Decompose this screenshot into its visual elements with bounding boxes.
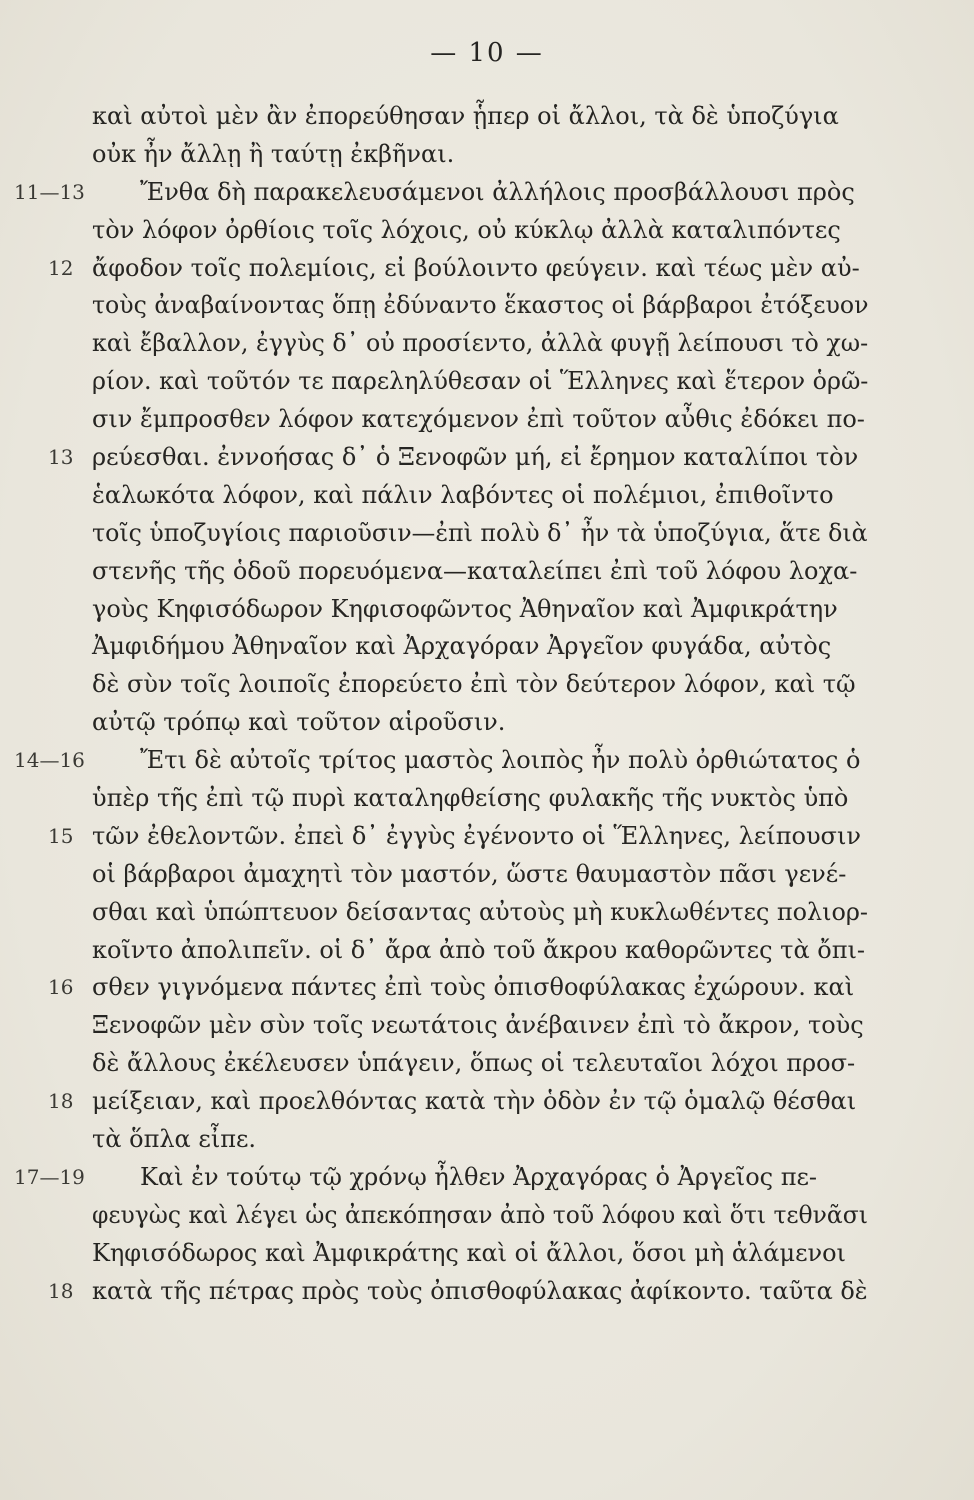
line-text: Ἔνθα δὴ παρακελευσάμενοι ἀλλήλοις προσβάλλουσι πρὸς [140,177,855,206]
section-marker: 12 [48,255,74,280]
text-line [0,894,974,932]
text-line [0,1159,974,1197]
line-text: κατὰ τῆς πέτρας πρὸς τοὺς ὀπισθοφύλακας ἀφίκοντο. ταῦτα δὲ [92,1276,868,1305]
text-line [0,250,974,288]
text-line [0,477,974,515]
line-text: τοῖς ὑποζυγίοις παριοῦσιν—ἐπὶ πολὺ δ᾽ ἦν τὰ ὑποζύγια, ἅτε διὰ [92,518,868,547]
line-text: τὸν λόφον ὀρθίοις τοῖς λόχοις, οὐ κύκλῳ ἀλλὰ καταλιπόντες [92,215,841,244]
text-line [0,1007,974,1045]
line-text: ὑπὲρ τῆς ἐπὶ τῷ πυρὶ καταληφθείσης φυλακῆς τῆς νυκτὸς ὑπὸ [92,784,849,813]
text-line [0,591,974,629]
line-text: κοῖντο ἀπολιπεῖν. οἱ δ᾽ ἄρα ἀπὸ τοῦ ἄκρου καθορῶντες τὰ ὄπι- [92,935,866,964]
text-line [0,515,974,553]
section-marker: 16 [48,975,74,1000]
text-line [0,856,974,894]
text-line [0,98,974,136]
line-text: ἑαλωκότα λόφον, καὶ πάλιν λαβόντες οἱ πολέμιοι, ἐπιθοῖντο [92,480,834,509]
page-number: — 10 — [430,38,544,68]
text-line [0,1235,974,1273]
line-text: στενῆς τῆς ὁδοῦ πορευόμενα—καταλείπει ἐπὶ τοῦ λόφου λοχα- [92,556,858,585]
line-text: οὐκ ἦν ἄλλῃ ἢ ταύτῃ ἐκβῆναι. [92,139,455,168]
line-text: καὶ αὐτοὶ μὲν ἂν ἐπορεύθησαν ᾗπερ οἱ ἄλλοι, τὰ δὲ ὑποζύγια [92,102,839,130]
line-text: γοὺς Κηφισόδωρον Κηφισοφῶντος Ἀθηναῖον καὶ Ἀμφικράτην [92,594,838,623]
text-line [0,287,974,325]
text-line [0,401,974,439]
section-marker: 17—19 [14,1164,85,1189]
section-marker: 15 [48,823,74,848]
line-text: οἱ βάρβαροι ἀμαχητὶ τὸν μαστόν, ὥστε θαυμαστὸν πᾶσι γενέ- [92,859,847,888]
line-text: ἄφοδον τοῖς πολεμίοις, εἰ βούλοιντο φεύγειν. καὶ τέως μὲν αὐ- [92,253,860,282]
section-marker: 18 [48,1089,74,1114]
line-text: τὰ ὅπλα εἶπε. [92,1125,257,1154]
section-marker: 18 [48,1278,74,1303]
text-line [0,325,974,363]
text-line [0,628,974,666]
line-text: φευγὼς καὶ λέγει ὡς ἀπεκόπησαν ἀπὸ τοῦ λόφου καὶ ὅτι τεθνᾶσι [92,1200,868,1229]
line-text: Καὶ ἐν τούτῳ τῷ χρόνῳ ἦλθεν Ἀρχαγόρας ὁ Ἀργεῖος πε- [140,1162,818,1191]
text-line [0,780,974,818]
line-text: καὶ ἔβαλλον, ἐγγὺς δ᾽ οὐ προσίεντο, ἀλλὰ φυγῇ λείπουσι τὸ χω- [92,329,869,358]
text-line [0,704,974,742]
text-line [0,553,974,591]
text-line [0,742,974,780]
text-line [0,1121,974,1159]
text-line [0,1083,974,1121]
text-line [0,1273,974,1311]
text-line [0,439,974,477]
text-line [0,969,974,1007]
line-text: δὲ ἄλλους ἐκέλευσεν ὑπάγειν, ὅπως οἱ τελευταῖοι λόχοι προσ- [92,1049,856,1078]
line-text: τοὺς ἀναβαίνοντας ὅπῃ ἐδύναντο ἕκαστος οἱ βάρβαροι ἐτόξευον [92,291,869,320]
line-text: Ξενοφῶν μὲν σὺν τοῖς νεωτάτοις ἀνέβαινεν ἐπὶ τὸ ἄκρον, τοὺς [92,1011,864,1040]
text-line [0,1197,974,1235]
line-text: Κηφισόδωρος καὶ Ἀμφικράτης καὶ οἱ ἄλλοι, ὅσοι μὴ ἁλάμενοι [92,1238,846,1267]
line-text: ρεύεσθαι. ἐννοήσας δ᾽ ὁ Ξενοφῶν μή, εἰ ἔρημον καταλίποι τὸν [92,443,859,472]
line-text: σθεν γιγνόμενα πάντες ἐπὶ τοὺς ὀπισθοφύλακας ἐχώρουν. καὶ [92,973,855,1002]
line-text: μείξειαν, καὶ προελθόντας κατὰ τὴν ὁδὸν ἐν τῷ ὁμαλῷ θέσθαι [92,1087,857,1116]
text-line [0,932,974,970]
line-text: Ἔτι δὲ αὐτοῖς τρίτος μαστὸς λοιπὸς ἦν πολὺ ὀρθιώτατος ὁ [140,746,861,775]
text-line [0,212,974,250]
text-line [0,1045,974,1083]
line-text: αὐτῷ τρόπῳ καὶ τοῦτον αἱροῦσιν. [92,708,506,737]
line-text: Ἀμφιδήμου Ἀθηναῖον καὶ Ἀρχαγόραν Ἀργεῖον φυγάδα, αὐτὸς [92,632,832,661]
text-line [0,363,974,401]
line-text: δὲ σὺν τοῖς λοιποῖς ἐπορεύετο ἐπὶ τὸν δεύτερον λόφον, καὶ τῷ [92,670,856,699]
line-text: σθαι καὶ ὑπώπτευον δείσαντας αὐτοὺς μὴ κυκλωθέντες πολιορ- [92,897,868,926]
text-line [0,666,974,704]
text-line [0,136,974,174]
section-marker: 14—16 [14,748,85,773]
section-marker: 11—13 [14,179,85,204]
text-line [0,818,974,856]
line-text: τῶν ἐθελοντῶν. ἐπεὶ δ᾽ ἐγγὺς ἐγένοντο οἱ Ἕλληνες, λείπουσιν [92,821,861,850]
text-line [0,174,974,212]
line-text: σιν ἔμπροσθεν λόφον κατεχόμενον ἐπὶ τοῦτον αὖθις ἐδόκει πο- [92,405,865,434]
section-marker: 13 [48,445,74,470]
line-text: ρίον. καὶ τοῦτόν τε παρεληλύθεσαν οἱ Ἕλληνες καὶ ἕτερον ὁρῶ- [92,367,869,396]
text-body [0,98,974,1311]
